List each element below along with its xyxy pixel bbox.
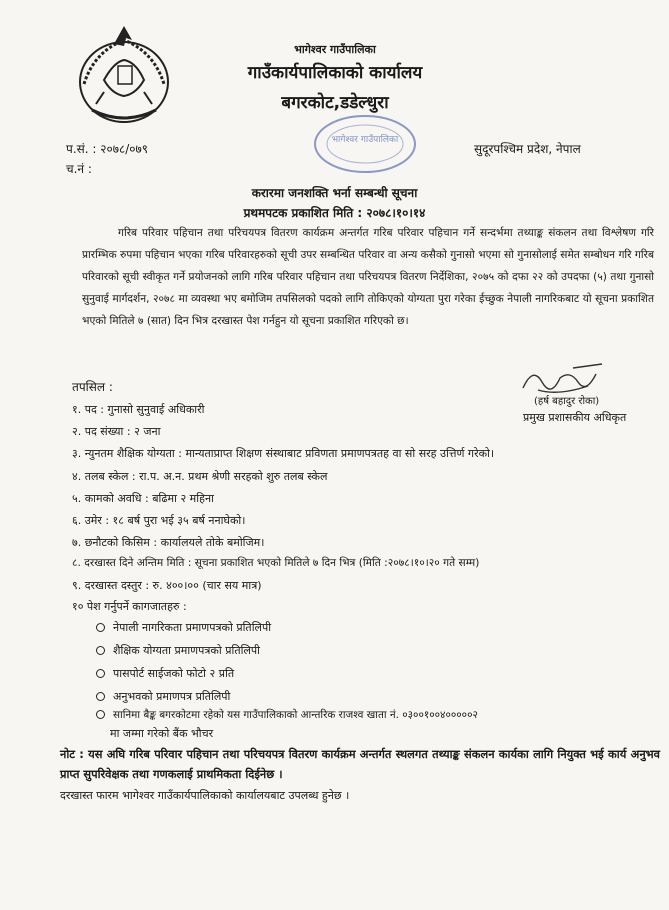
circle-bullet-icon: [96, 623, 105, 632]
detail-item: ६. उमेर : १८ बर्ष पुरा भई ३५ बर्ष ननाघेको।: [72, 514, 246, 527]
circle-bullet-icon: [96, 646, 105, 655]
document-label: अनुभवको प्रमाणपत्र प्रतिलिपी: [113, 690, 231, 703]
office-address: बगरकोट,डडेल्धुरा: [281, 93, 389, 113]
office-name: गाउँकार्यपालिकाको कार्यालय: [247, 63, 423, 83]
nepal-emblem-icon: [74, 22, 174, 127]
detail-item: ७. छनौटको किसिम : कार्यालयले तोके बमोजिम।: [72, 536, 265, 549]
document-list-item: [96, 620, 271, 635]
detail-item: १. पद : गुनासो सुनुवाई अधिकारी: [72, 403, 205, 416]
notice-body: गरिब परिवार पहिचान तथा परिचयपत्र वितरण कार्यक्रम अन्तर्गत गरिब परिवार पहिचान गर्ने सन्दर्भमा तथ्याङ्क संकलन तथा विश्लेषण गरि प्रारम्भिक रुपमा पहिचान भएका गरिब परिवारहरुको सूची उपर सम्बन्धित परिवार वा अन्य कसैको गुनासो भएमा सो गुनासोलाई समेत सम्बोधन गरि गरिब परिवारको सूची स्वीकृत गर्ने प्रयोजनको लागि गरिब परिवार पहिचान तथा परिचयपत्र वितरण निर्देशिका, २०७५ को दफा २२ को उपदफा (५) तथा गुनासो सुनुवाई मार्गदर्शन, २०७८ मा व्यवस्था भए बमोजिम तपसिलको पदको लागि तोकिएको योग्यता पुरा गरेका ईच्छुक नेपाली नागरिकबाट यो सूचना प्रकाशित भएको मितिले ७ (सात) दिन भित्र दरखास्त पेश गर्नहुन यो सूचना प्रकाशित गरिएको छ।: [82, 227, 654, 327]
detail-item: २. पद संख्या : २ जना: [72, 425, 161, 438]
document-label: शैक्षिक योग्यता प्रमाणपत्रको प्रतिलिपी: [113, 644, 261, 657]
signer-name: (हर्ष बहादुर रोका): [534, 396, 600, 407]
municipality-name: भागेश्वर गाउँपालिका: [294, 43, 376, 56]
signer-title: प्रमुख प्रशासकीय अधिकृत: [523, 411, 627, 424]
svg-text:भागेश्वर गाउँपालिका: भागेश्वर गाउँपालिका: [331, 135, 399, 145]
detail-item: ८. दरखास्त दिने अन्तिम मिति : सूचना प्रकाशित भएको मितिले ७ दिन भित्र (मिति :२०७८।१०।२० गते सम्म): [72, 557, 480, 569]
document-list-item: [96, 708, 478, 722]
document-list-item: [96, 666, 234, 681]
document-list-item: [96, 643, 260, 658]
note-text: नोट : यस अघि गरिब परिवार पहिचान तथा परिचयपत्र वितरण कार्यक्रम अन्तर्गत स्थलगत तथ्याङ्क संकलन कार्यका लागि नियुक्त भई कार्य अनुभव प्राप्त सुपरिवेक्षक तथा गणकलाई प्राथमिकता दिईनेछ ।: [60, 747, 660, 781]
document-continuation: मा जम्मा गरेको बैंक भौचर: [110, 727, 214, 740]
document-label: पासपोर्ट साईजको फोटो २ प्रति: [113, 667, 235, 680]
province-name: सुदूरपश्चिम प्रदेश, नेपाल: [474, 142, 581, 156]
document-label: सानिमा बैङ्क बगरकोटमा रहेको यस गाउँपालिकाको आन्तरिक राजश्व खाता नं. ०३००१००४०००००२: [113, 709, 478, 721]
detail-item: ९. दरखास्त दस्तुर : रु. ४००।०० (चार सय मात्र): [72, 579, 262, 592]
document-label: नेपाली नागरिकता प्रमाणपत्रको प्रतिलिपी: [113, 621, 272, 634]
note-footer: दरखास्त फारम भागेश्वर गाउँकार्यपालिकाको कार्यालयबाट उपलब्ध हुनेछ ।: [60, 789, 350, 802]
detail-item: ४. तलब स्केल : रा.प. अ.न. प्रथम श्रेणी सरहको शुरु तलब स्केल: [72, 470, 328, 483]
detail-item: १० पेश गर्नुपर्ने कागजातहरु :: [72, 600, 187, 613]
reference-number: प.सं. : २०७८/०७९: [66, 142, 148, 156]
details-label: तपसिल :: [72, 380, 113, 394]
office-stamp-icon: [310, 112, 420, 176]
publish-date: प्रथमपटक प्रकाशित मिति : २०७८।१०।१४: [243, 206, 426, 220]
circle-bullet-icon: [96, 692, 105, 701]
circle-bullet-icon: [96, 710, 105, 719]
circle-bullet-icon: [96, 669, 105, 678]
notice-title: करारमा जनशक्ति भर्ना सम्बन्धी सूचना: [251, 186, 418, 200]
detail-item: ५. कामको अवधि : बढिमा २ महिना: [72, 492, 214, 505]
detail-item: ३. न्युनतम शैक्षिक योग्यता : मान्यताप्राप्त शिक्षण संस्थाबाट प्रविणता प्रमाणपत्रतह वा सो सरह उत्तिर्ण गरेको।: [72, 447, 495, 460]
document-list-item: [96, 689, 230, 704]
dispatch-number: च.नं :: [66, 162, 92, 176]
